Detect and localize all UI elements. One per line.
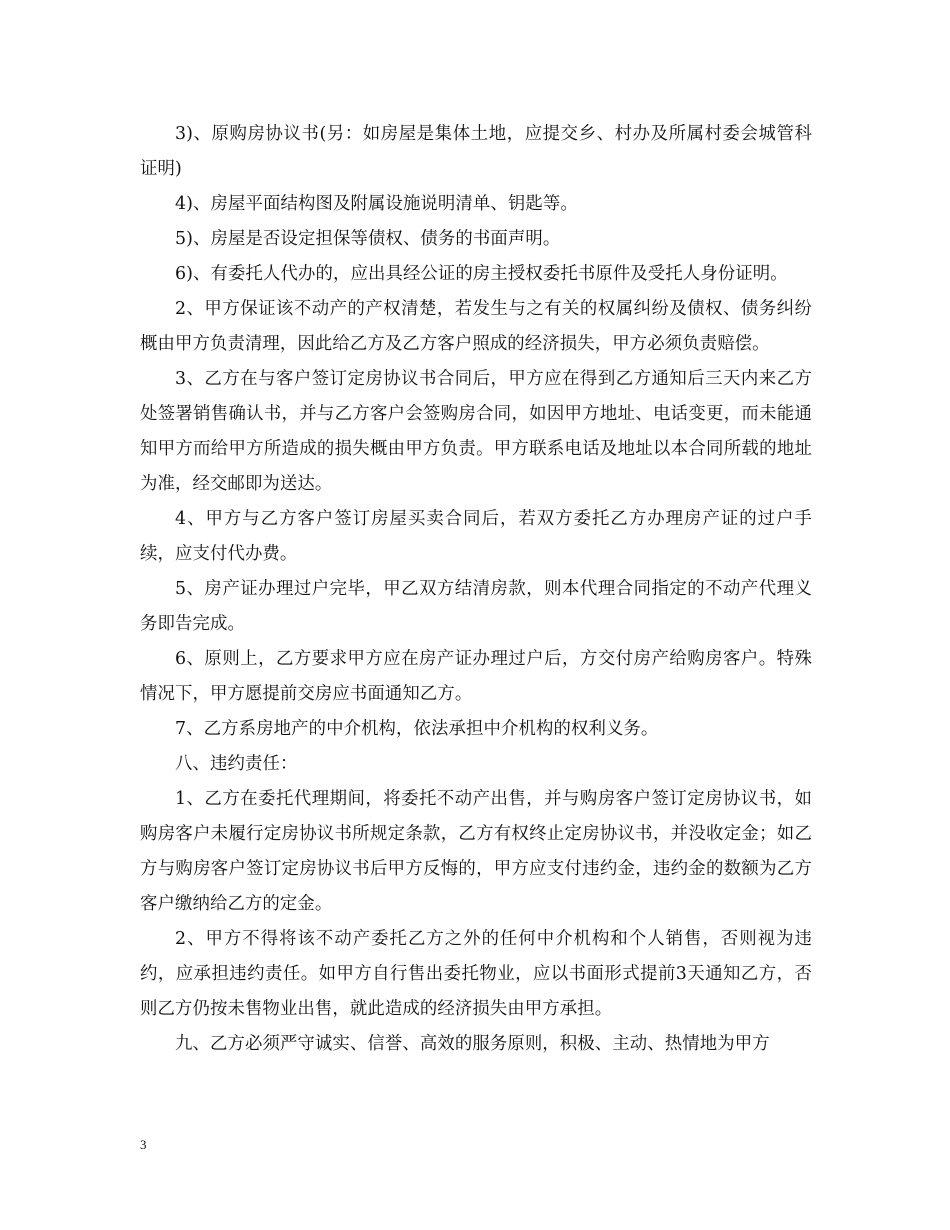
paragraph-clause-2-property-rights: 2、甲方保证该不动产的产权清楚，若发生与之有关的权属纠纷及债权、债务纠纷概由甲方负责清理，因此给乙方及乙方客户照成的经济损失，甲方必须负责赔偿。 [140, 299, 812, 354]
page-number: 3 [140, 1137, 147, 1152]
paragraph-clause-6-handover: 6、原则上，乙方要求甲方应在房产证办理过户后，方交付房产给购房客户。特殊情况下，甲方愿提前交房应书面通知乙方。 [140, 649, 812, 704]
paragraph-clause-5-completion: 5、房产证办理过户完毕，甲乙双方结清房款，则本代理合同指定的不动产代理义务即告完成。 [140, 579, 812, 634]
paragraph-breach-2-exclusive: 2、甲方不得将该不动产委托乙方之外的任何中介机构和个人销售，否则视为违约，应承担违约责任。如甲方自行售出委托物业，应以书面形式提前3天通知乙方，否则乙方仍按未售物业出售，就此造成的经济损失由甲方承担。 [140, 929, 812, 1019]
paragraph-breach-1-deposit: 1、乙方在委托代理期间，将委托不动产出售，并与购房客户签订定房协议书，如购房客户未履行定房协议书所规定条款，乙方有权终止定房协议书，并没收定金；如乙方与购房客户签订定房协议书后甲方反悔的，甲方应支付违约金，违约金的数额为乙方客户缴纳给乙方的定金。 [140, 789, 812, 914]
paragraph-clause-3-sales-confirmation: 3、乙方在与客户签订定房协议书合同后，甲方应在得到乙方通知后三天内来乙方处签署销售确认书，并与乙方客户会签购房合同，如因甲方地址、电话变更，而未能通知甲方而给甲方所造成的损失概由甲方负责。甲方联系电话及地址以本合同所载的地址为准，经交邮即为送达。 [140, 369, 812, 494]
paragraph-clause-4-transfer-fee: 4、甲方与乙方客户签订房屋买卖合同后，若双方委托乙方办理房产证的过户手续，应支付代办费。 [140, 509, 812, 564]
paragraph-section-9-service-principle: 九、乙方必须严守诚实、信誉、高效的服务原则，积极、主动、热情地为甲方 [175, 1034, 770, 1054]
paragraph-floor-plan: 4)、房屋平面结构图及附属设施说明清单、钥匙等。 [175, 194, 578, 214]
paragraph-original-purchase-agreement: 3)、原购房协议书(另：如房屋是集体土地，应提交乡、村办及所属村委会城管科证明) [140, 124, 812, 179]
paragraph-power-of-attorney: 6)、有委托人代办的，应出具经公证的房主授权委托书原件及受托人身份证明。 [175, 264, 788, 284]
paragraph-clause-7-intermediary: 7、乙方系房地产的中介机构，依法承担中介机构的权利义务。 [175, 719, 659, 739]
paragraph-guarantee-statement: 5)、房屋是否设定担保等债权、债务的书面声明。 [175, 229, 561, 249]
document-body [140, 117, 812, 1062]
section-heading-breach-liability: 八、违约责任： [175, 754, 298, 774]
